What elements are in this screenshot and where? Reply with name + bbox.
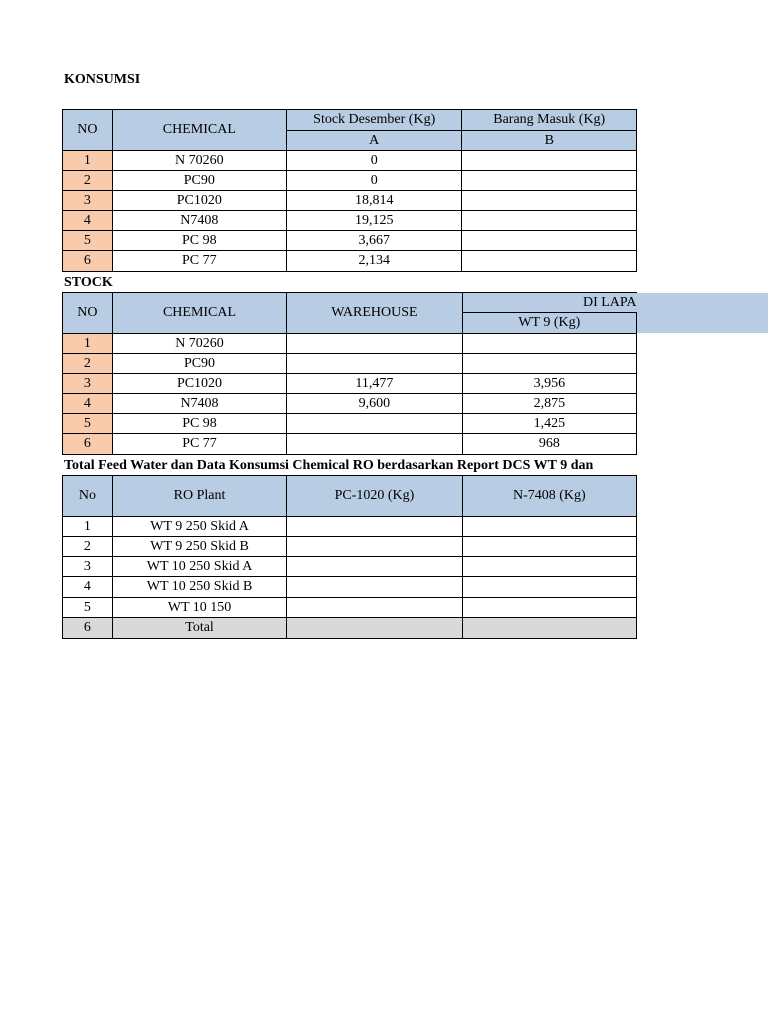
row-warehouse [287,334,462,354]
table-row [63,211,637,231]
table-row [63,374,637,394]
row-chemical: PC 98 [112,414,286,434]
row-no: 6 [63,618,113,639]
table-row [63,191,637,211]
row-no: 3 [63,557,113,577]
table-row [63,517,637,537]
header-barang-masuk-sub: B [462,131,637,151]
header-chemical: CHEMICAL [112,293,286,334]
header-no: NO [63,293,113,334]
table-row [63,598,637,618]
row-chemical: PC 77 [112,251,286,272]
row-pc1020 [287,557,462,577]
stock-header-band [637,293,768,333]
row-wt9 [462,354,636,374]
row-ro-plant: Total [112,618,287,639]
row-chemical: N7408 [112,211,286,231]
header-wt9: WT 9 (Kg) [462,313,636,334]
row-masuk [462,211,637,231]
header-chemical: CHEMICAL [112,110,286,151]
row-wt9: 1,425 [462,414,636,434]
row-ro-plant: WT 10 150 [112,598,287,618]
row-wt9: 968 [462,434,636,455]
feedwater-title: Total Feed Water dan Data Konsumsi Chemical RO berdasarkan Report DCS WT 9 dan [64,458,594,473]
row-masuk [462,151,637,171]
row-pc1020 [287,577,462,598]
header-stock-desember-sub: A [286,131,462,151]
row-n7408 [462,598,636,618]
header-no: No [63,476,113,517]
row-no: 1 [63,334,113,354]
row-stock: 0 [286,151,462,171]
table-row [63,354,637,374]
row-wt9: 2,875 [462,394,636,414]
table-row [63,557,637,577]
table-row [63,151,637,171]
konsumsi-table-wrap [62,109,637,272]
row-n7408 [462,618,636,639]
row-ro-plant: WT 10 250 Skid B [112,577,287,598]
table-row [63,334,637,354]
header-di-lapangan [462,293,636,313]
row-stock: 18,814 [286,191,462,211]
row-chemical: PC90 [112,354,286,374]
row-chemical: PC 77 [112,434,286,455]
row-wt9: 3,956 [462,374,636,394]
header-barang-masuk: Barang Masuk (Kg) [462,110,637,131]
row-warehouse [287,434,462,455]
row-pc1020 [287,537,462,557]
row-pc1020 [287,598,462,618]
table-row [63,434,637,455]
row-pc1020 [287,517,462,537]
row-no: 4 [63,394,113,414]
feedwater-table [62,475,637,639]
row-stock: 3,667 [286,231,462,251]
stock-title: STOCK [64,275,113,290]
row-masuk [462,251,637,272]
table-row [63,231,637,251]
row-no: 3 [63,374,113,394]
table-row [63,251,637,272]
row-stock: 2,134 [286,251,462,272]
header-pc1020: PC-1020 (Kg) [287,476,462,517]
header-n7408: N-7408 (Kg) [462,476,636,517]
row-no: 3 [63,191,113,211]
header-ro-plant: RO Plant [112,476,287,517]
row-masuk [462,231,637,251]
row-no: 5 [63,231,113,251]
row-no: 2 [63,354,113,374]
feedwater-table-wrap [62,475,637,639]
row-no: 4 [63,211,113,231]
row-warehouse [287,354,462,374]
row-masuk [462,191,637,211]
row-no: 6 [63,434,113,455]
row-chemical: N 70260 [112,334,286,354]
row-chemical: PC1020 [112,191,286,211]
row-n7408 [462,517,636,537]
row-chemical: PC90 [112,171,286,191]
row-no: 5 [63,598,113,618]
row-chemical: PC1020 [112,374,286,394]
stock-table-wrap [62,292,637,455]
row-chemical: PC 98 [112,231,286,251]
row-n7408 [462,557,636,577]
row-n7408 [462,537,636,557]
table-row [63,394,637,414]
table-row [63,171,637,191]
row-warehouse: 9,600 [287,394,462,414]
table-row [63,537,637,557]
konsumsi-title: KONSUMSI [64,72,141,87]
row-stock: 0 [286,171,462,191]
stock-table [62,292,637,455]
row-ro-plant: WT 9 250 Skid A [112,517,287,537]
row-ro-plant: WT 9 250 Skid B [112,537,287,557]
header-warehouse: WAREHOUSE [287,293,462,334]
header-stock-desember: Stock Desember (Kg) [286,110,462,131]
row-warehouse [287,414,462,434]
konsumsi-table [62,109,637,272]
row-masuk [462,171,637,191]
row-chemical: N 70260 [112,151,286,171]
table-row [63,577,637,598]
row-no: 2 [63,537,113,557]
row-no: 1 [63,517,113,537]
table-row [63,414,637,434]
row-no: 4 [63,577,113,598]
row-wt9 [462,334,636,354]
header-di-lapangan-label: DI LAPA [582,294,637,310]
row-stock: 19,125 [286,211,462,231]
row-warehouse: 11,477 [287,374,462,394]
table-row [63,618,637,639]
row-no: 5 [63,414,113,434]
row-chemical: N7408 [112,394,286,414]
row-pc1020 [287,618,462,639]
row-no: 1 [63,151,113,171]
header-no: NO [63,110,113,151]
row-ro-plant: WT 10 250 Skid A [112,557,287,577]
row-n7408 [462,577,636,598]
row-no: 2 [63,171,113,191]
row-no: 6 [63,251,113,272]
